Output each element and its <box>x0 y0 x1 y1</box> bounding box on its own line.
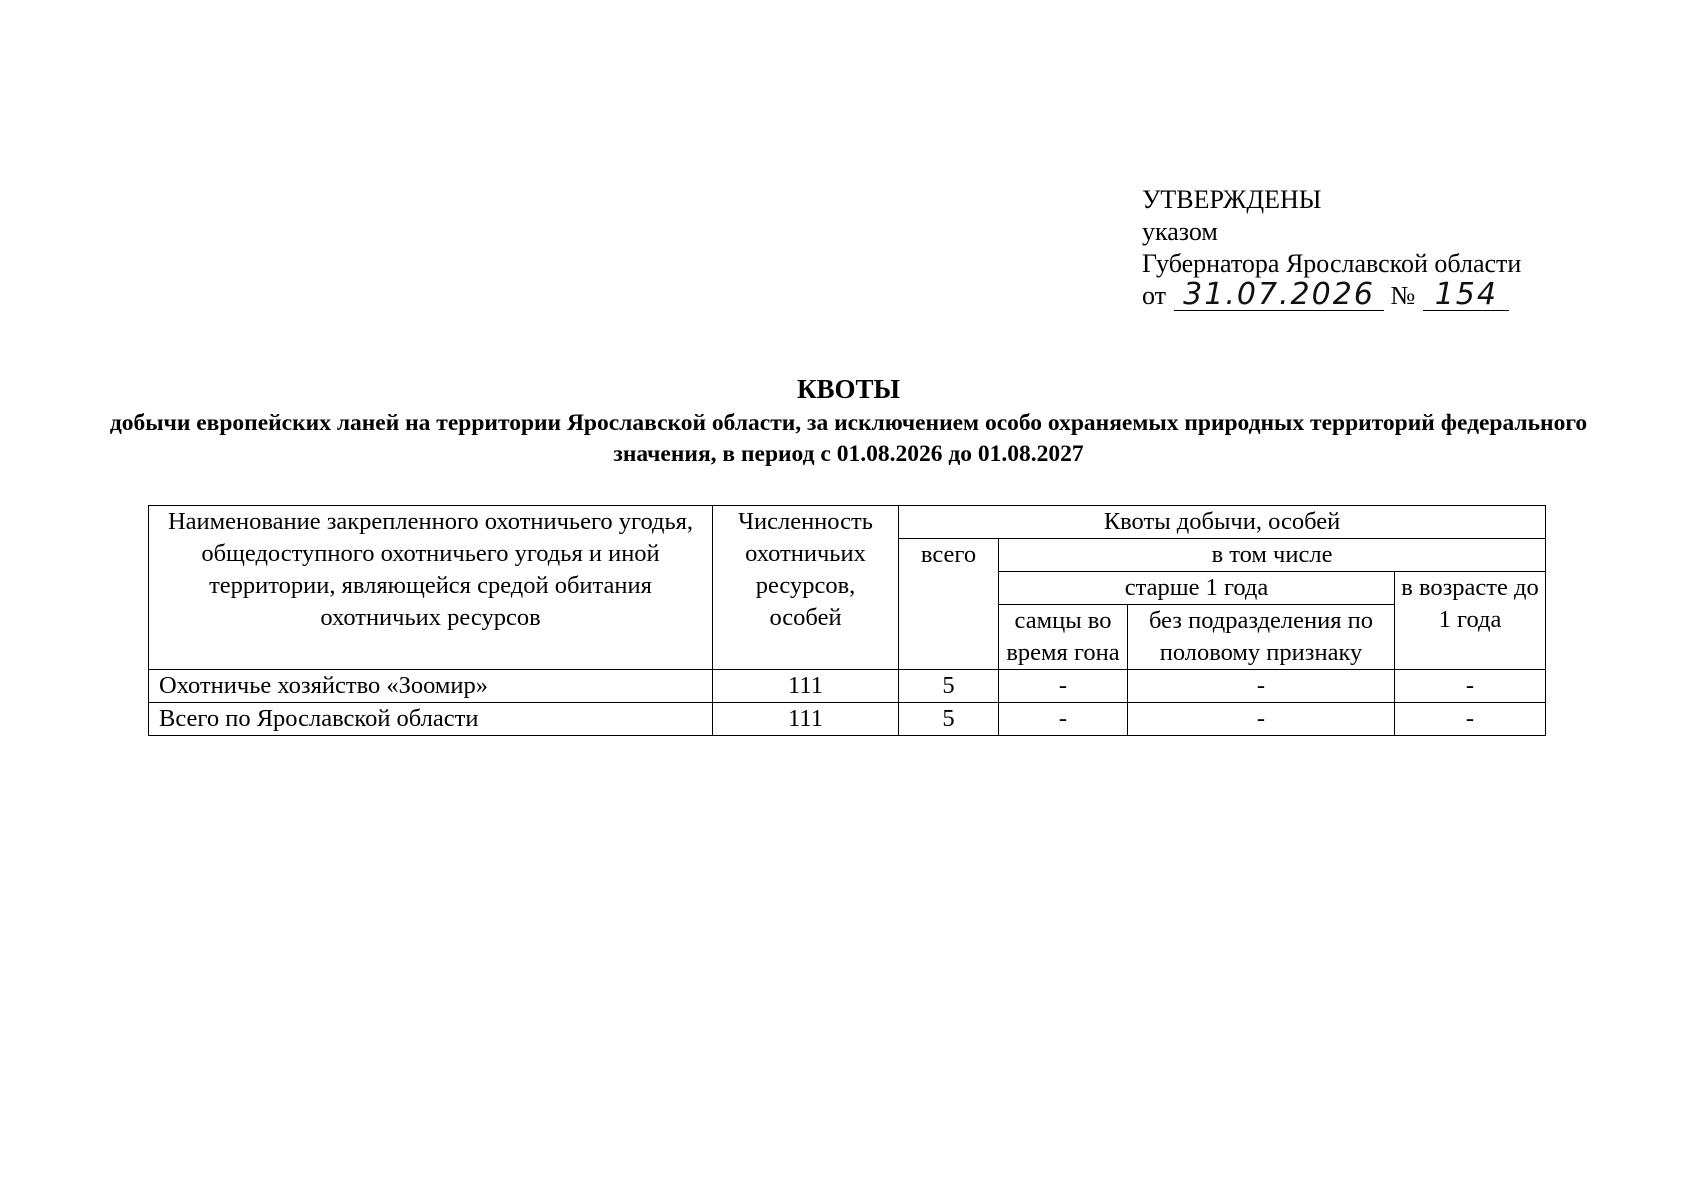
handwritten-date: 31.07.2026 <box>1174 280 1384 311</box>
document-title: КВОТЫ <box>796 374 901 404</box>
approval-date-line <box>1142 277 1521 312</box>
row-males-rut: - <box>999 670 1128 703</box>
row-no-sex-division: - <box>1128 670 1395 703</box>
row-under-1-year: - <box>1395 670 1546 703</box>
row-name: Охотничье хозяйство «Зоомир» <box>149 670 713 703</box>
date-prefix: от <box>1142 281 1167 310</box>
row-total: 5 <box>899 670 999 703</box>
header-quotas: Квоты добычи, особей <box>899 506 1546 539</box>
approval-heading: УТВЕРЖДЕНЫ <box>1142 185 1322 214</box>
quota-table <box>148 505 1546 736</box>
row-total: 5 <box>899 703 999 736</box>
header-population: Численность охотничьих ресурсов, особей <box>713 506 899 670</box>
table-row-total <box>149 703 1546 736</box>
row-population: 111 <box>713 703 899 736</box>
row-population: 111 <box>713 670 899 703</box>
header-name: Наименование закрепленного охотничьего угодья, общедоступного охотничьего угодья и иной территории, являющейся средой обитания охотничьих ресурсов <box>149 506 713 670</box>
header-males-rut: самцы во время гона <box>999 605 1128 670</box>
approval-authority: Губернатора Ярославской области <box>1142 249 1522 278</box>
row-under-1-year: - <box>1395 703 1546 736</box>
row-males-rut: - <box>999 703 1128 736</box>
number-prefix: № <box>1390 281 1416 310</box>
handwritten-number: 154 <box>1423 280 1509 311</box>
approval-decree-label: указом <box>1142 217 1218 246</box>
header-older-1-year: старше 1 года <box>999 572 1395 605</box>
row-name: Всего по Ярославской области <box>149 703 713 736</box>
header-including: в том числе <box>999 539 1546 572</box>
document-subtitle: добычи европейских ланей на территории Ярославской области, за исключением особо охраняемых природных территорий федерального значения, в период с 01.08.2026 до 01.08.2027 <box>109 410 1588 467</box>
header-under-1-year: в возрасте до 1 года <box>1395 572 1546 670</box>
approval-block <box>1142 184 1521 312</box>
header-no-sex-division: без подразделения по половому признаку <box>1128 605 1395 670</box>
row-no-sex-division: - <box>1128 703 1395 736</box>
table-row <box>149 670 1546 703</box>
header-total: всего <box>899 539 999 670</box>
